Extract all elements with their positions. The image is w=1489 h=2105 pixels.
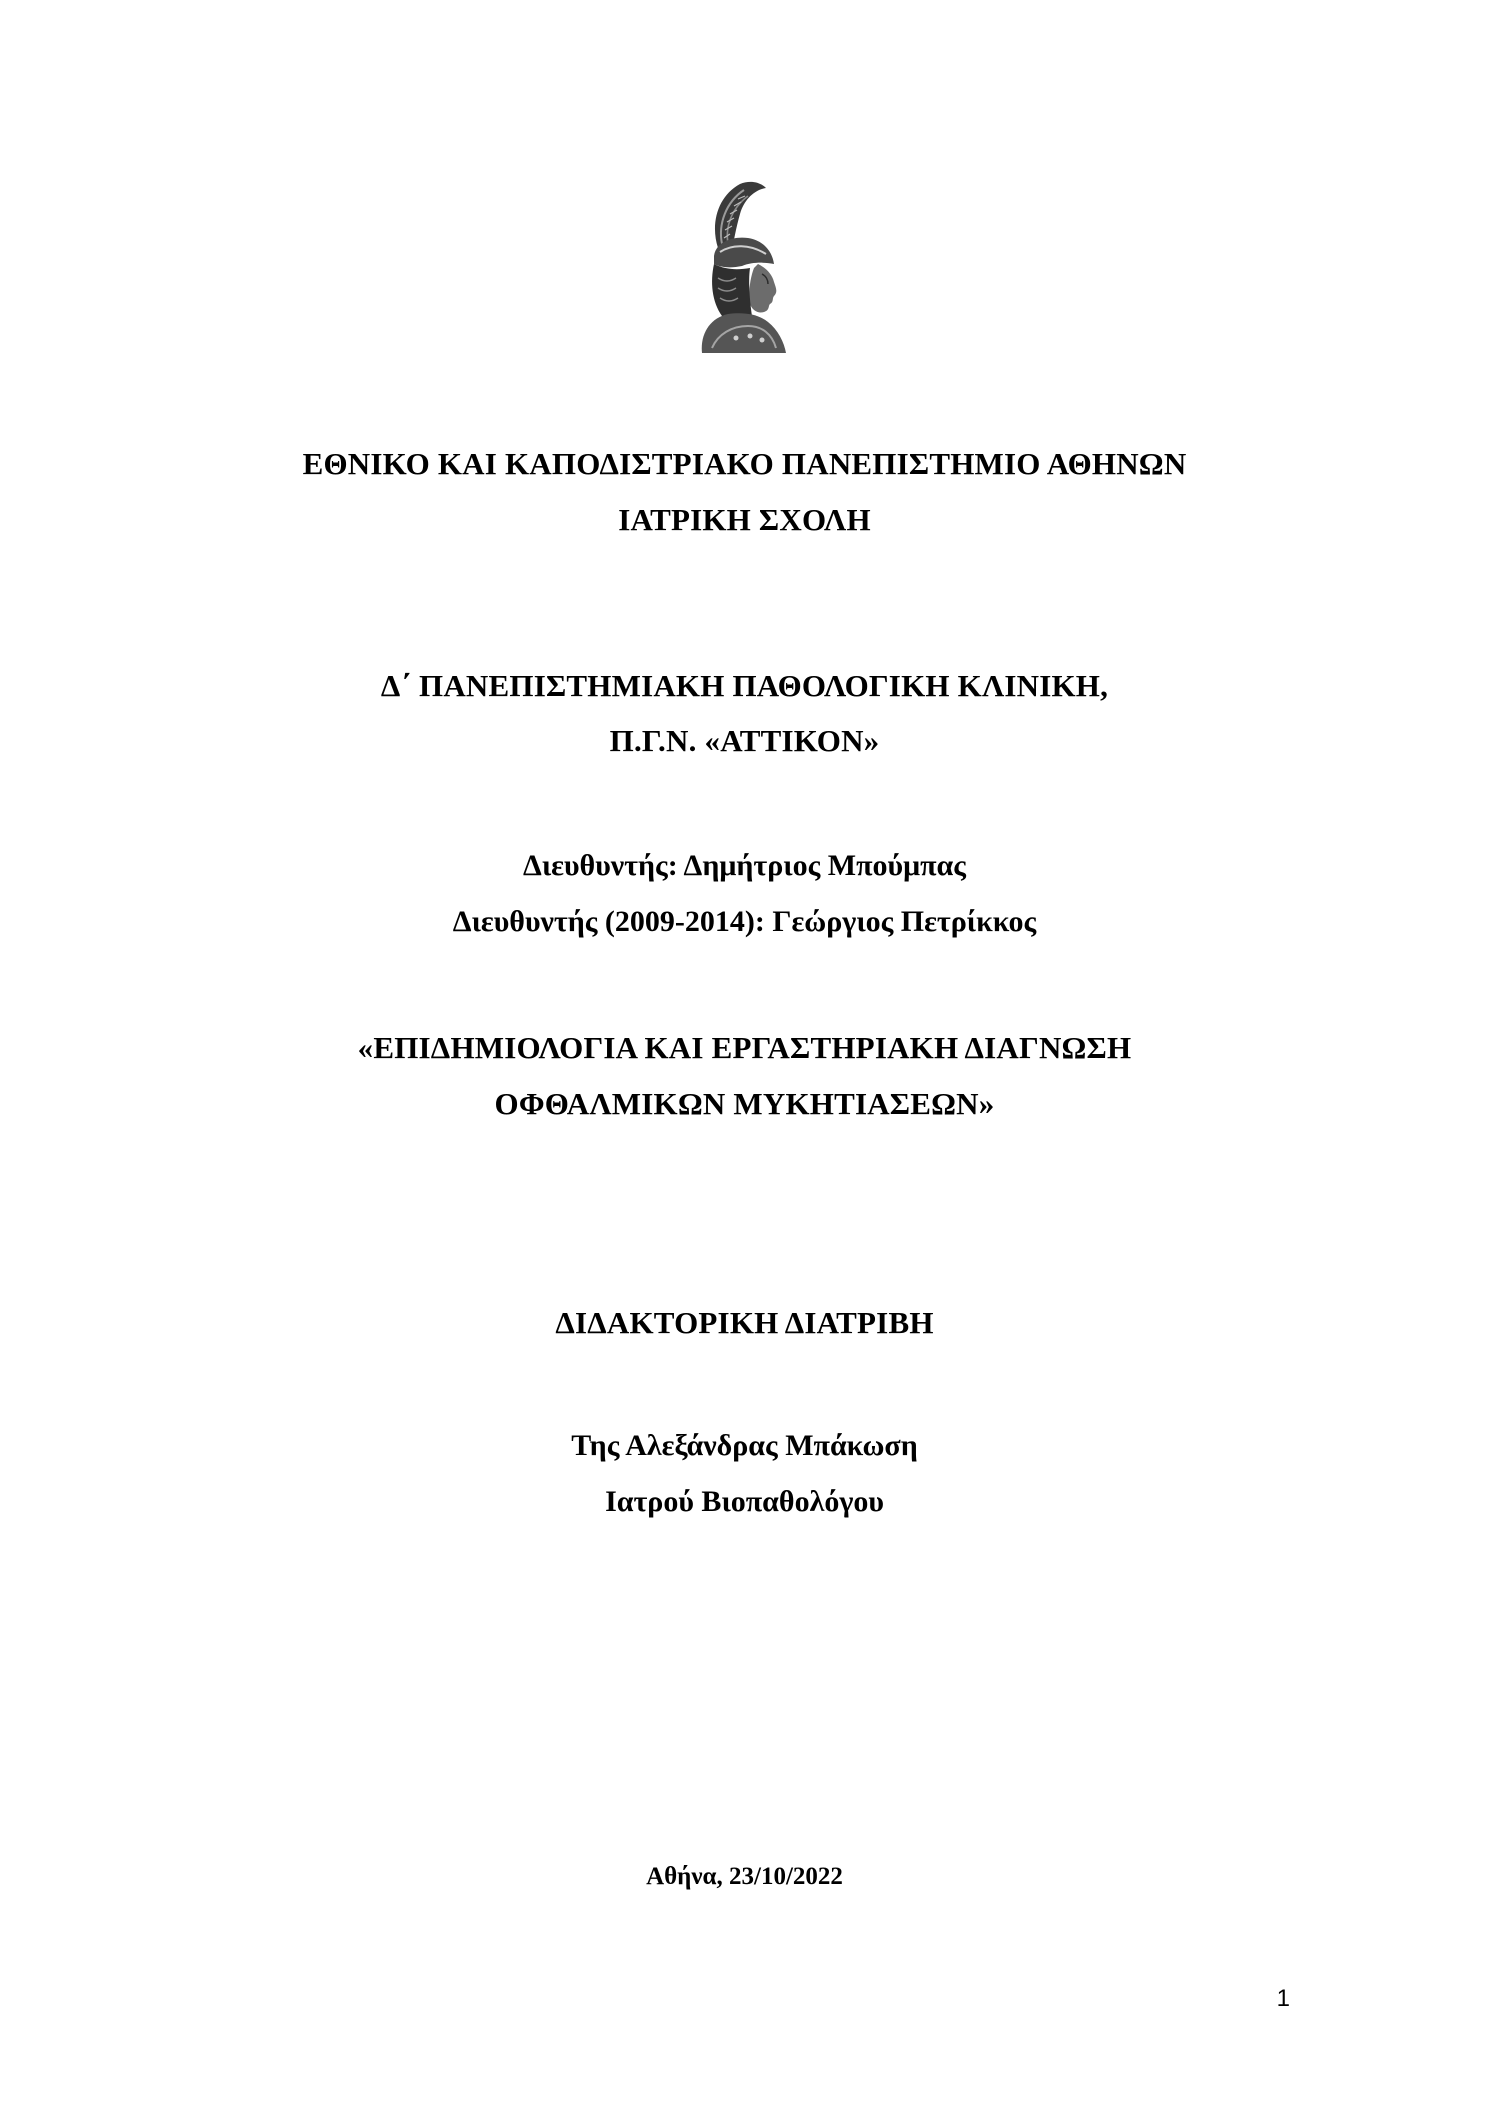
hospital-name: Π.Γ.Ν. «ΑΤΤΙΚΟΝ» xyxy=(609,723,880,758)
author-title: Ιατρού Βιοπαθολόγου xyxy=(605,1485,884,1518)
athena-helmet-emblem-icon xyxy=(688,178,796,353)
clinic-name: Δ΄ ΠΑΝΕΠΙΣΤΗΜΙΑΚΗ ΠΑΘΟΛΟΓΙΚΗ ΚΛΙΝΙΚΗ, xyxy=(380,668,1109,703)
former-director: Διευθυντής (2009-2014): Γεώργιος Πετρίκκος xyxy=(452,905,1037,938)
school-name: ΙΑΤΡΙΚΗ ΣΧΟΛΗ xyxy=(618,502,871,537)
thesis-type: ΔΙΔΑΚΤΟΡΙΚΗ ΔΙΑΤΡΙΒΗ xyxy=(555,1305,934,1340)
thesis-title-line-1: «ΕΠΙΔΗΜΙΟΛΟΓΙΑ ΚΑΙ ΕΡΓΑΣΤΗΡΙΑΚΗ ΔΙΑΓΝΩΣΗ xyxy=(357,1030,1132,1065)
author-name: Της Αλεξάνδρας Μπάκωση xyxy=(571,1429,918,1462)
place-date: Αθήνα, 23/10/2022 xyxy=(646,1863,843,1890)
current-director: Διευθυντής: Δημήτριος Μπούμπας xyxy=(523,849,966,882)
thesis-title-line-2: ΟΦΘΑΛΜΙΚΩΝ ΜΥΚΗΤΙΑΣΕΩΝ» xyxy=(494,1086,995,1121)
page-number: 1 xyxy=(1276,1985,1290,2012)
university-name: ΕΘΝΙΚΟ ΚΑΙ ΚΑΠΟΔΙΣΤΡΙΑΚΟ ΠΑΝΕΠΙΣΤΗΜΙΟ ΑΘΗΝΩΝ xyxy=(302,446,1187,481)
